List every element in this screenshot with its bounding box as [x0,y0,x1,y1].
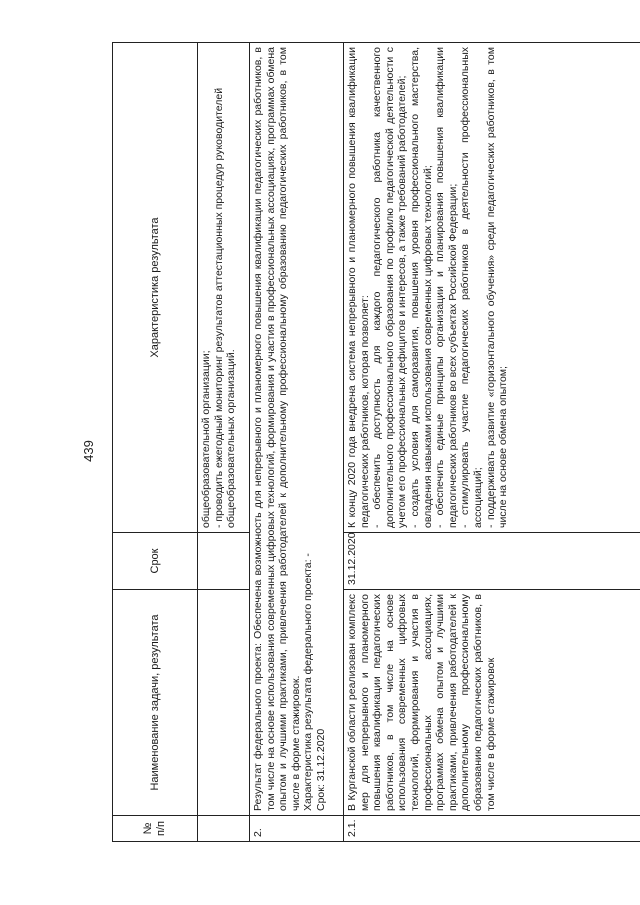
row-characteristic [344,42,640,532]
header-name: Наименование задачи, результата [112,589,198,815]
federal-project-result [250,42,344,815]
characteristic-line: - стимулировать участие педагогических работников в деятельности профессиональных ассоциаций; [459,47,484,528]
table-row [198,42,250,842]
row-deadline: 31.12.2020 [344,532,640,589]
characteristic-line: - обеспечить единые принципы организации и планирования повышения квалификации педагогических работников во всех субъектах Российской Федерации; [434,47,459,528]
rotated-table-page [112,42,640,842]
header-num: № п/п [112,815,198,842]
characteristic-line: - проводить ежегодный мониторинг результатов аттестационных процедур руководителей общеобразовательных организаций. [212,87,238,528]
characteristic-line: общеобразовательной организации; [200,350,212,528]
result-text: Результат федерального проекта: Обеспечена возможность для непрерывного и планомерного повышения квалификации педагогических работников, в том числе на основе использования современных цифровых технологий, формирования и участия в профессиональных ассоциациях, программах обмена опытом и лучшими практиками, привлечения работодателей к дополнительному профессиональному образованию педагогических работников, в том числе в форме стажировок. [252,47,302,811]
page-number: 439 [81,440,96,462]
table-header-row [112,42,198,842]
result-deadline: Срок: 31.12.2020 [314,728,327,811]
row-deadline [198,532,250,589]
table-row [250,42,344,842]
header-characteristic: Характеристика результата [112,42,198,532]
header-deadline: Срок [112,532,198,589]
row-number: 2.1. [344,815,640,842]
characteristic-line: - поддерживать развитие «горизонтального обучения» среди педагогических работников, в том числе на основе обмена опытом; [484,47,510,528]
row-number: 2. [250,815,344,842]
characteristic-line: - создать условия для саморазвития, повышения уровня профессионального мастерства, овладения навыками использования современных цифровых технологий; [408,47,434,528]
row-number [198,815,250,842]
result-characteristic: Характеристика результата федерального проекта: - [302,553,315,811]
row-characteristic [198,42,250,532]
characteristic-line: К концу 2020 года внедрена система непрерывного и планомерного повышения квалификации педагогических работников, которая позволяет: [346,47,371,528]
characteristic-line: - обеспечить доступность для каждого педагогического работника качественного дополнительного профессионального образования по профилю педагогической деятельности с учетом его профессиональных дефицитов и интересов, а также требований работодателей; [371,47,409,528]
row-name: В Курганской области реализован комплекс мер для непрерывного и планомерного повышения квалификации педагогических работников, в том числе на основе использования современных цифровых технологий, формирования и участия в профессиональных ассоциациях, программах обмена опытом и лучшими практиками, привлечения работодателей к дополнительному профессиональному образованию педагогических работников, в том числе в форме стажировок [344,589,640,815]
row-name [198,589,250,815]
table-row [344,42,640,842]
